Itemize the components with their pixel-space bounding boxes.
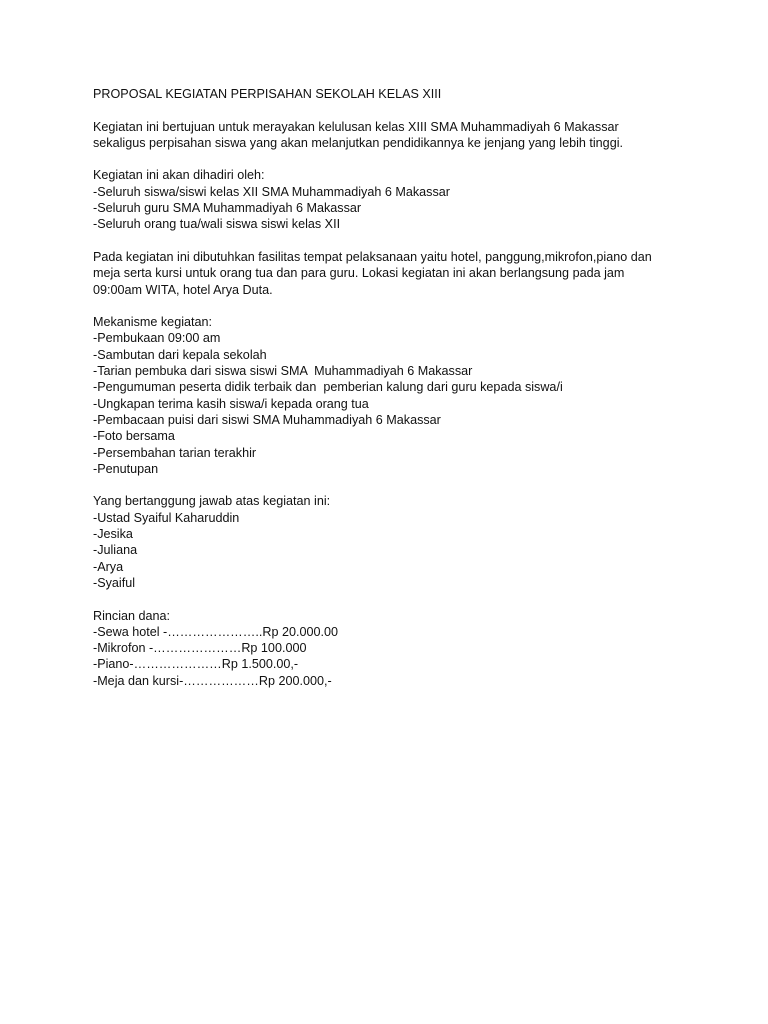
attendee-item: -Seluruh guru SMA Muhammadiyah 6 Makassar <box>93 201 362 216</box>
spacer <box>93 151 693 167</box>
budget-heading: Rincian dana: <box>93 608 171 623</box>
spacer <box>93 477 693 493</box>
spacer <box>93 298 693 314</box>
spacer <box>93 102 693 118</box>
responsible-item: -Arya <box>93 559 124 574</box>
responsible-item: -Jesika <box>93 527 133 542</box>
responsible-item: -Syaiful <box>93 575 135 590</box>
document-body <box>93 86 693 689</box>
spacer <box>93 591 693 607</box>
responsible-item: -Ustad Syaiful Kaharuddin <box>93 510 240 525</box>
responsible-heading: Yang bertanggung jawab atas kegiatan ini: <box>93 494 331 509</box>
budget-item: -Meja dan kursi-………………Rp 200.000,- <box>93 673 332 688</box>
mechanism-item: -Foto bersama <box>93 429 175 444</box>
budget-item: -Piano-…………………Rp 1.500.00,- <box>93 657 299 672</box>
responsible-item: -Juliana <box>93 543 138 558</box>
intro-line: sekaligus perpisahan siswa yang akan melanjutkan pendidikannya ke jenjang yang lebih tinggi. <box>93 135 623 150</box>
mechanism-item: -Persembahan tarian terakhir <box>93 445 257 460</box>
mechanism-item: -Pembukaan 09:00 am <box>93 331 221 346</box>
facilities-line: Pada kegiatan ini dibutuhkan fasilitas tempat pelaksanaan yaitu hotel, panggung,mikrofon,piano dan <box>93 249 652 264</box>
document-title: PROPOSAL KEGIATAN PERPISAHAN SEKOLAH KELAS XIII <box>93 87 442 101</box>
intro-line: Kegiatan ini bertujuan untuk merayakan kelulusan kelas XIII SMA Muhammadiyah 6 Makassar <box>93 119 619 134</box>
attendee-item: -Seluruh orang tua/wali siswa siswi kelas XII <box>93 217 341 232</box>
spacer <box>93 233 693 249</box>
mechanism-item: -Pembacaan puisi dari siswi SMA Muhammadiyah 6 Makassar <box>93 412 441 427</box>
mechanism-item: -Pengumuman peserta didik terbaik dan pemberian kalung dari guru kepada siswa/i <box>93 380 563 395</box>
mechanism-item: -Penutupan <box>93 461 159 476</box>
budget-item: -Mikrofon -…………………Rp 100.000 <box>93 641 307 656</box>
budget-item: -Sewa hotel -…………………..Rp 20.000.00 <box>93 624 338 639</box>
mechanism-item: -Tarian pembuka dari siswa siswi SMA Muhammadiyah 6 Makassar <box>93 364 473 379</box>
facilities-line: 09:00am WITA, hotel Arya Duta. <box>93 282 273 297</box>
mechanism-item: -Ungkapan terima kasih siswa/i kepada orang tua <box>93 396 369 411</box>
mechanism-item: -Sambutan dari kepala sekolah <box>93 347 267 362</box>
attendee-item: -Seluruh siswa/siswi kelas XII SMA Muhammadiyah 6 Makassar <box>93 184 450 199</box>
mechanism-heading: Mekanisme kegiatan: <box>93 315 213 330</box>
attendees-heading: Kegiatan ini akan dihadiri oleh: <box>93 168 265 183</box>
facilities-line: meja serta kursi untuk orang tua dan para guru. Lokasi kegiatan ini akan berlangsung pada jam <box>93 266 625 281</box>
